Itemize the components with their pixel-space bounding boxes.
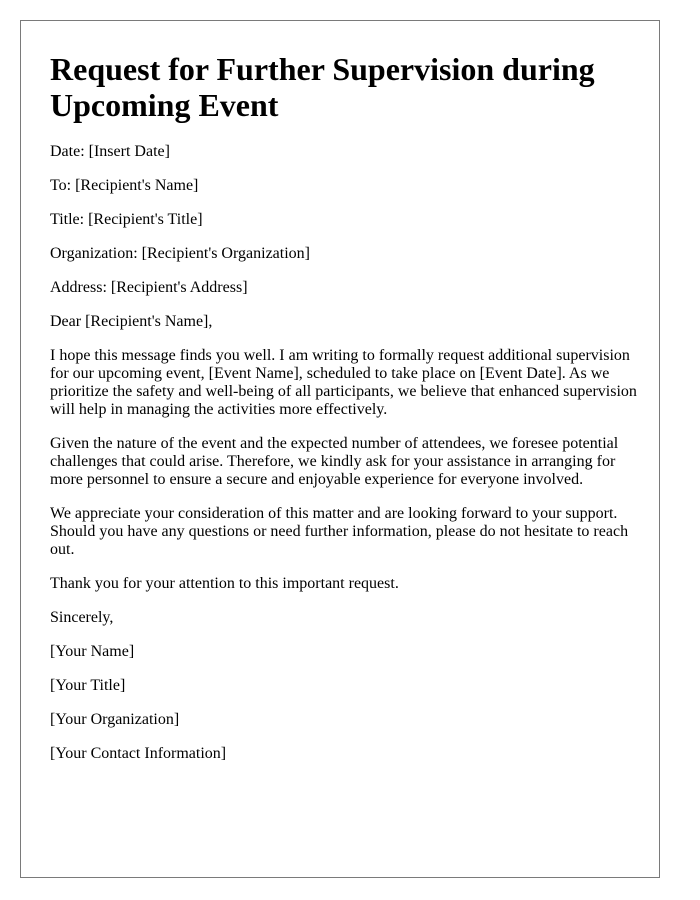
- signature-organization: [Your Organization]: [50, 711, 180, 728]
- closing: Sincerely,: [50, 609, 114, 626]
- body-paragraph-intro: I hope this message finds you well. I am writing to formally request additional supervision for our upcoming event, [Event Name], scheduled to take place on [Event Date]. As we prioritize the safety and well-being of all participants, we believe that enhanced supervision will help in managing the activities more effectively.: [50, 347, 637, 418]
- letter-title: Request for Further Supervision during Upcoming Event: [50, 51, 595, 123]
- signature-name: [Your Name]: [50, 643, 135, 660]
- recipient-organization-line: Organization: [Recipient's Organization]: [50, 245, 310, 262]
- recipient-name-line: To: [Recipient's Name]: [50, 177, 199, 194]
- letter-content: [50, 51, 640, 779]
- salutation: Dear [Recipient's Name],: [50, 313, 213, 330]
- recipient-address-line: Address: [Recipient's Address]: [50, 279, 248, 296]
- signature-contact: [Your Contact Information]: [50, 745, 227, 762]
- letter-page: [20, 20, 660, 878]
- body-paragraph-appreciation: We appreciate your consideration of this matter and are looking forward to your support. Should you have any questions or need further information, please do not hesitate to reach out.: [50, 505, 629, 558]
- recipient-title-line: Title: [Recipient's Title]: [50, 211, 203, 228]
- signature-title: [Your Title]: [50, 677, 126, 694]
- body-paragraph-challenges: Given the nature of the event and the expected number of attendees, we foresee potential challenges that could arise. Therefore, we kindly ask for your assistance in arranging for more personnel to ensure a secure and enjoyable experience for everyone involved.: [50, 435, 619, 488]
- body-paragraph-thanks: Thank you for your attention to this important request.: [50, 575, 399, 592]
- date-line: Date: [Insert Date]: [50, 143, 170, 160]
